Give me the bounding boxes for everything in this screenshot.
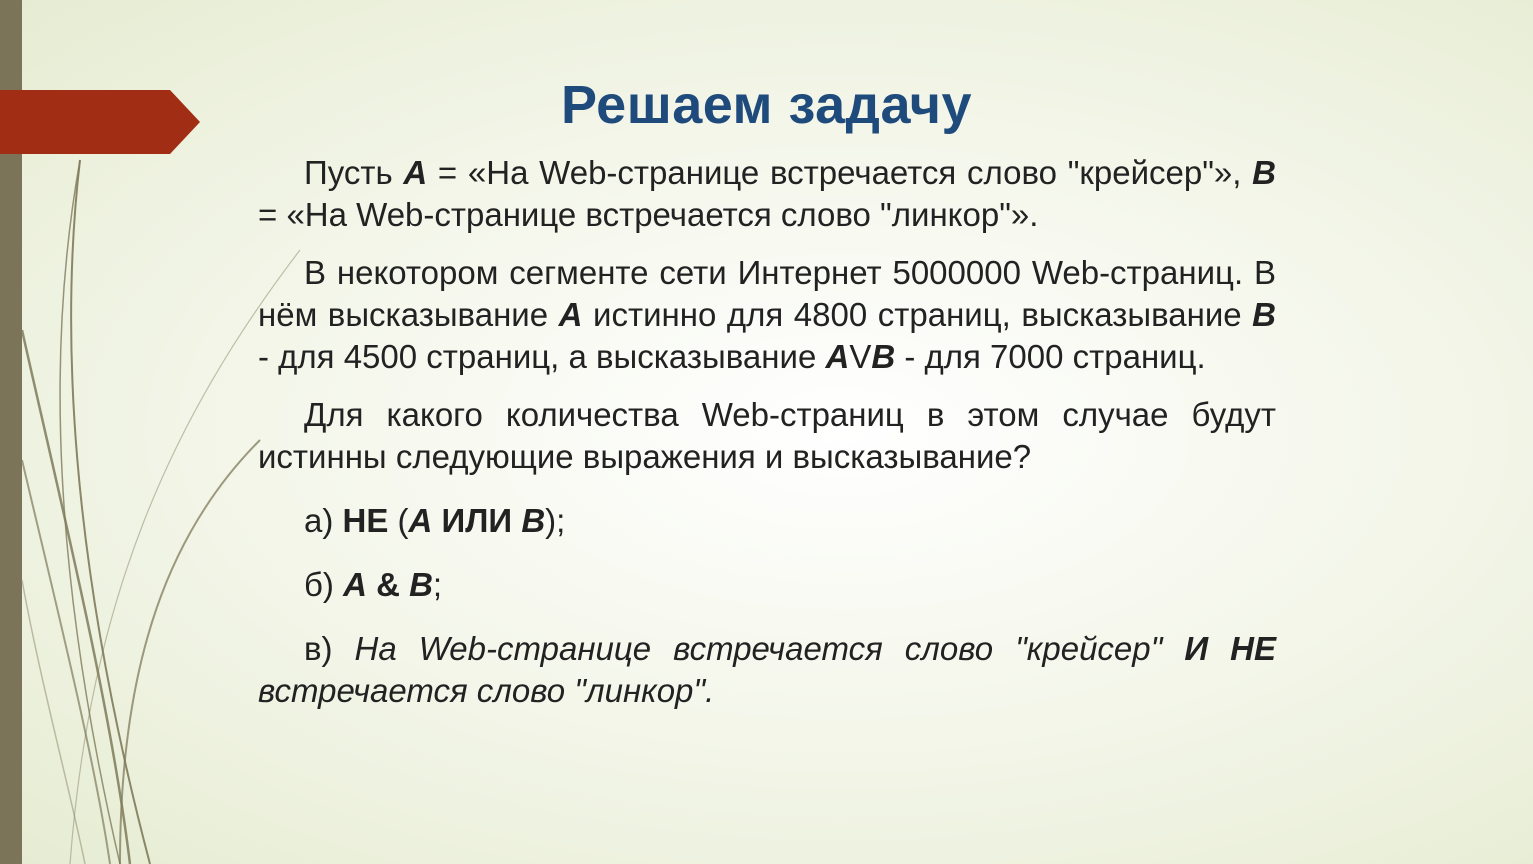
var-b: B <box>1252 154 1277 191</box>
var-b: B <box>1252 296 1277 333</box>
text-segment: Пусть <box>304 154 404 191</box>
option-a <box>258 500 1276 542</box>
or-operator: ИЛИ <box>432 502 522 539</box>
var-a: A <box>343 566 367 603</box>
slide-content <box>258 152 1276 712</box>
text-segment: = «На Web-странице встречается слово "линкор"». <box>258 196 1039 233</box>
text-segment: - для 7000 страниц. <box>895 338 1206 375</box>
and-operator: & <box>366 566 410 603</box>
var-a: A <box>408 502 433 539</box>
option-c <box>258 628 1276 712</box>
grass-line-4 <box>120 440 260 864</box>
option-label: в) <box>304 630 355 667</box>
text-segment: В некотором сегменте сети Интернет 5000000 Web-страниц. В нём высказывание <box>258 254 1276 333</box>
var-a: A <box>558 296 583 333</box>
option-b <box>258 564 1276 606</box>
paragraph-definitions <box>258 152 1276 236</box>
not-operator: НЕ <box>342 502 389 539</box>
var-b: B <box>409 566 433 603</box>
option-label: а) <box>304 502 343 539</box>
grass-line-1 <box>71 160 150 864</box>
var-b: B <box>871 338 896 375</box>
text-segment: ( <box>388 502 409 539</box>
option-label: б) <box>304 566 344 603</box>
paragraph-conditions <box>258 252 1276 378</box>
and-not-operator: И НЕ <box>1184 630 1276 667</box>
or-symbol: V <box>849 338 872 375</box>
text-segment: - для 4500 страниц, а высказывание <box>258 338 826 375</box>
text-segment: ); <box>545 502 566 539</box>
text-segment: = «На Web-странице встречается слово "крейсер"», <box>427 154 1253 191</box>
slide-title: Решаем задачу <box>560 75 973 135</box>
grass-line-5 <box>22 330 130 864</box>
text-segment: встречается слово "линкор". <box>258 672 715 709</box>
text-segment: ; <box>432 566 443 603</box>
var-a: A <box>825 338 850 375</box>
paragraph-question: Для какого количества Web-страниц в этом случае будут истинны следующие выражения и высказывание? <box>258 396 1276 475</box>
var-a: A <box>403 154 428 191</box>
text-segment: истинно для 4800 страниц, высказывание <box>582 296 1253 333</box>
var-b: B <box>521 502 546 539</box>
text-segment: На Web-странице встречается слово "крейсер" <box>354 630 1185 667</box>
